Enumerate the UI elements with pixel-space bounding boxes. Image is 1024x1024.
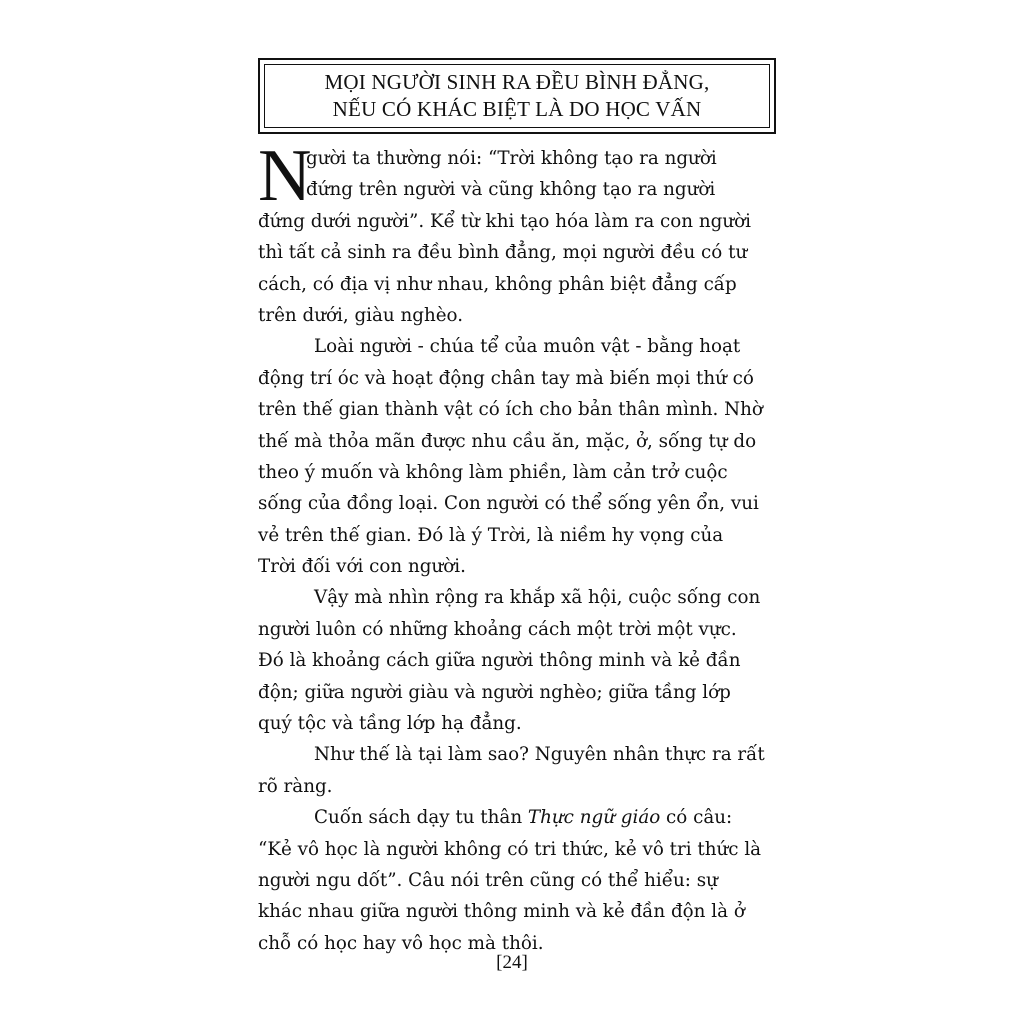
text-line: chỗ có học hay vô học mà thôi. (258, 932, 544, 954)
text-line: Đó là khoảng cách giữa người thông minh và kẻ đần (258, 650, 741, 672)
chapter-title-line-1: MỌI NGƯỜI SINH RA ĐỀU BÌNH ĐẲNG, (324, 70, 710, 94)
body-text (258, 135, 776, 959)
text-line: quý tộc và tầng lớp hạ đẳng. (258, 713, 522, 735)
text-line: cách, có địa vị như nhau, không phân biệt đẳng cấp (258, 273, 737, 295)
text-line: gười ta thường nói: “Trời không tạo ra người (306, 148, 717, 169)
paragraph-4 (258, 739, 776, 802)
paragraph-3 (258, 582, 776, 739)
text-line: Vậy mà nhìn rộng ra khắp xã hội, cuộc sống con (314, 587, 761, 609)
text-line: khác nhau giữa người thông minh và kẻ đần độn là ở (258, 901, 745, 923)
text-line: Như thế là tại làm sao? Nguyên nhân thực ra rất (314, 744, 765, 766)
text-line: Trời đối với con người. (258, 556, 466, 578)
drop-cap: N (258, 135, 312, 217)
text-line: vẻ trên thế gian. Đó là ý Trời, là niềm hy vọng của (258, 524, 724, 546)
paragraph-2 (258, 331, 776, 582)
page-number: [24] (496, 952, 528, 973)
text-line: trên dưới, giàu nghèo. (258, 304, 464, 326)
text-segment: có câu: (660, 807, 733, 829)
text-line: thì tất cả sinh ra đều bình đẳng, mọi người đều có tư (258, 242, 748, 264)
text-line: Loài người - chúa tể của muôn vật - bằng hoạt (314, 336, 741, 358)
text-line: thế mà thỏa mãn được nhu cầu ăn, mặc, ở, sống tự do (258, 430, 757, 452)
text-segment: Cuốn sách dạy tu thân (314, 807, 528, 829)
text-line: trên thế gian thành vật có ích cho bản thân mình. Nhờ (258, 399, 763, 421)
chapter-title-line-2: NẾU CÓ KHÁC BIỆT LÀ DO HỌC VẤN (332, 97, 702, 121)
chapter-title-box (258, 58, 776, 134)
text-line: theo ý muốn và không làm phiền, làm cản trở cuộc (258, 461, 728, 483)
text-line: người luôn có những khoảng cách một trời một vực. (258, 618, 737, 640)
text-line: độn; giữa người giàu và người nghèo; giữa tầng lớp (258, 681, 731, 703)
paragraph-1 (258, 135, 776, 331)
text-line: người ngu dốt”. Câu nói trên cũng có thể hiểu: sự (258, 869, 718, 891)
book-title-italic: Thực ngữ giáo (527, 807, 661, 829)
text-line: đứng dưới người”. Kể từ khi tạo hóa làm ra con người (258, 210, 751, 232)
chapter-title-inner-frame (264, 64, 770, 128)
text-line (258, 802, 776, 833)
text-line: sống của đồng loại. Con người có thể sống yên ổn, vui (258, 493, 759, 515)
text-line: đứng trên người và cũng không tạo ra người (306, 179, 716, 201)
text-line: động trí óc và hoạt động chân tay mà biến mọi thứ có (258, 367, 754, 389)
text-line: rõ ràng. (258, 775, 333, 797)
paragraph-5 (258, 802, 776, 959)
text-line: “Kẻ vô học là người không có tri thức, kẻ vô tri thức là (258, 838, 762, 860)
